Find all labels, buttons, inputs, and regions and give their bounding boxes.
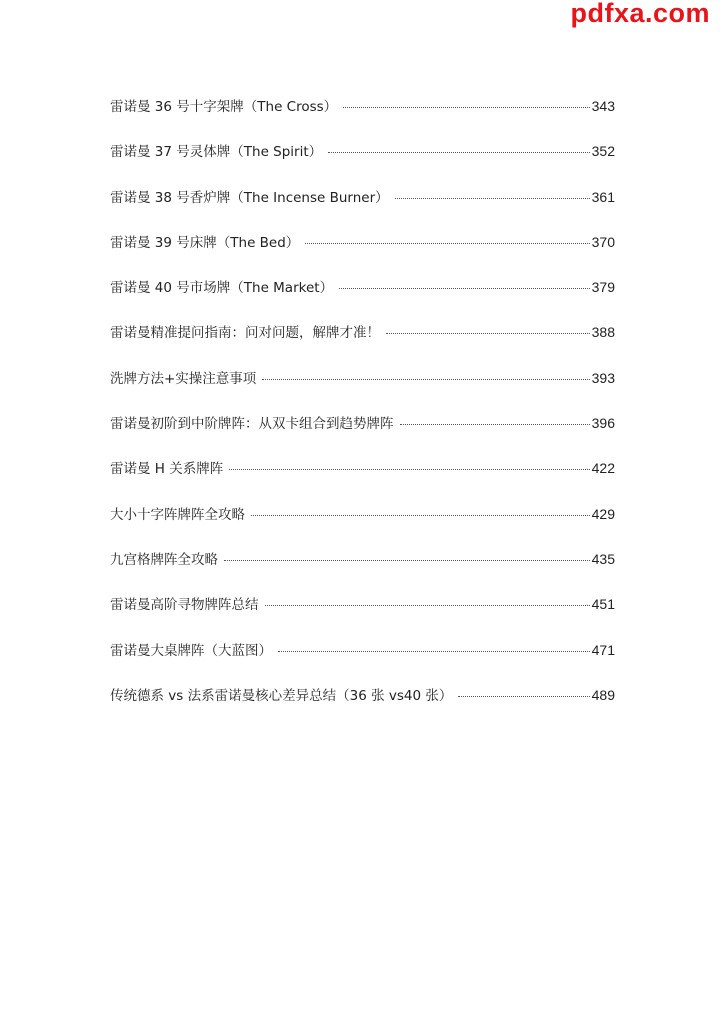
toc-entry[interactable] [110,504,615,549]
toc-dot-leader [262,379,589,380]
toc-entry[interactable] [110,187,615,232]
toc-entry-title: 传统德系 vs 法系雷诺曼核心差异总结（36 张 vs40 张） [110,687,453,704]
toc-entry-page-number: 471 [591,641,615,658]
toc-dot-leader [224,560,590,561]
table-of-contents [110,96,615,730]
toc-entry-page-number: 388 [591,324,615,341]
watermark-logo: pdfxa.com [570,0,710,28]
toc-dot-leader [278,651,590,652]
toc-entry-page-number: 396 [591,415,615,432]
toc-entry-title: 大小十字阵牌阵全攻略 [110,506,245,523]
toc-dot-leader [251,515,590,516]
toc-dot-leader [458,696,589,697]
toc-entry-title: 雷诺曼 40 号市场牌（The Market） [110,280,334,297]
toc-entry[interactable] [110,413,615,458]
toc-entry[interactable] [110,322,615,367]
toc-entry[interactable] [110,96,615,141]
toc-entry-page-number: 379 [591,279,615,296]
toc-entry[interactable] [110,277,615,322]
toc-entry-title: 雷诺曼 37 号灵体牌（The Spirit） [110,144,323,161]
toc-entry-title: 雷诺曼 H 关系牌阵 [110,461,224,478]
toc-entry-page-number: 451 [591,596,615,613]
toc-entry[interactable] [110,594,615,639]
toc-entry-title: 洗牌方法+实操注意事项 [110,370,257,387]
toc-entry[interactable] [110,458,615,503]
toc-entry-title: 雷诺曼 36 号十字架牌（The Cross） [110,99,338,115]
toc-entry-title: 雷诺曼精准提问指南：问对问题，解牌才准！ [110,325,380,342]
toc-dot-leader [400,424,590,425]
toc-entry-page-number: 422 [591,460,615,477]
toc-entry[interactable] [110,685,615,730]
toc-dot-leader [305,243,589,244]
toc-dot-leader [343,107,589,108]
toc-dot-leader [386,333,590,334]
toc-entry-title: 雷诺曼 38 号香炉牌（The Incense Burner） [110,189,389,206]
toc-entry-page-number: 361 [591,188,615,205]
toc-dot-leader [265,605,590,606]
toc-entry-title: 雷诺曼高阶寻物牌阵总结 [110,597,259,614]
toc-entry-page-number: 393 [591,369,615,386]
toc-dot-leader [339,288,590,289]
toc-entry-title: 雷诺曼大桌牌阵（大蓝图） [110,642,272,659]
toc-entry[interactable] [110,640,615,685]
toc-entry-page-number: 352 [591,143,615,160]
toc-entry[interactable] [110,549,615,594]
toc-entry-page-number: 489 [591,686,615,703]
toc-entry-page-number: 435 [591,550,615,567]
toc-entry-title: 九宫格牌阵全攻略 [110,551,218,568]
toc-entry[interactable] [110,368,615,413]
toc-dot-leader [328,152,589,153]
toc-entry[interactable] [110,232,615,277]
toc-entry[interactable] [110,141,615,186]
toc-entry-title: 雷诺曼 39 号床牌（The Bed） [110,234,300,251]
toc-entry-title: 雷诺曼初阶到中阶牌阵：从双卡组合到趋势牌阵 [110,416,394,433]
toc-entry-page-number: 429 [591,505,615,522]
toc-entry-page-number: 370 [591,233,615,250]
toc-entry-page-number: 343 [591,98,615,114]
toc-dot-leader [229,469,589,470]
toc-dot-leader [395,198,590,199]
